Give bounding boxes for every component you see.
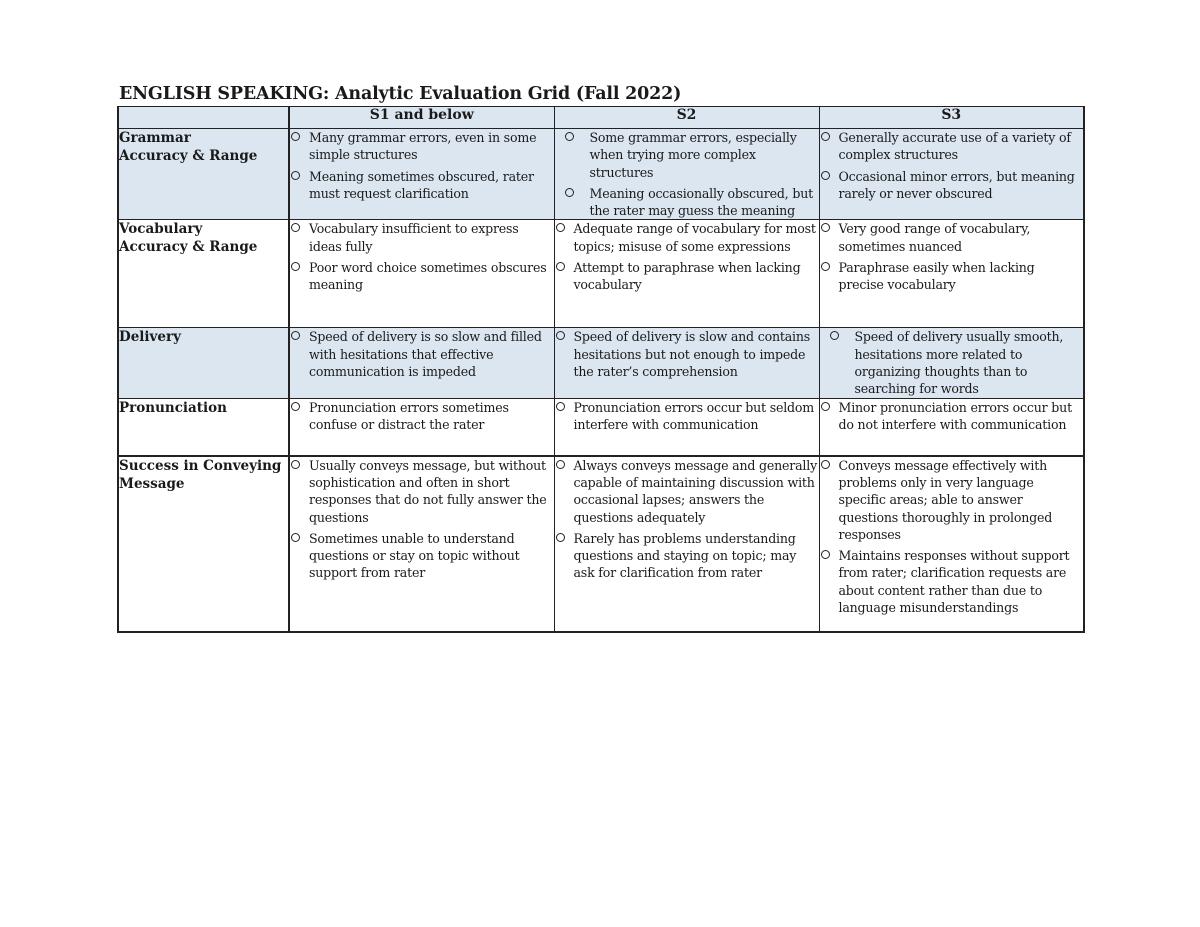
evaluation-grid bbox=[117, 106, 1085, 633]
descriptor-cell-s2 bbox=[554, 456, 819, 632]
circle-bullet-icon bbox=[565, 188, 574, 197]
circle-bullet-icon bbox=[556, 223, 565, 232]
circle-bullet-icon bbox=[821, 402, 830, 411]
circle-bullet-icon bbox=[291, 223, 300, 232]
descriptor-cell-s2 bbox=[554, 328, 819, 398]
list-item: Paraphrase easily when lacking precise vocabulary bbox=[820, 259, 1084, 294]
circle-bullet-icon bbox=[291, 402, 300, 411]
column-header-s1: S1 and below bbox=[289, 107, 554, 129]
descriptor-cell-s3 bbox=[819, 456, 1084, 632]
circle-bullet-icon bbox=[821, 262, 830, 271]
circle-bullet-icon bbox=[291, 262, 300, 271]
list-item: Speed of delivery is so slow and filled with hesitations that effective communication is impeded bbox=[290, 328, 554, 380]
criterion-sublabel: Accuracy & Range bbox=[119, 148, 258, 164]
descriptor-cell-s1 bbox=[289, 456, 554, 632]
list-item: Some grammar errors, especially when trying more complex structures bbox=[555, 129, 819, 181]
list-item: Speed of delivery usually smooth, hesitations more related to organizing thoughts than to searching for words bbox=[820, 328, 1084, 397]
circle-bullet-icon bbox=[291, 132, 300, 141]
criterion-label: Grammar bbox=[119, 130, 191, 146]
list-item: Poor word choice sometimes obscures meaning bbox=[290, 259, 554, 294]
circle-bullet-icon bbox=[556, 331, 565, 340]
table-row-delivery bbox=[118, 328, 1084, 398]
list-item: Usually conveys message, but without sophistication and often in short responses that do not fully answer the questions bbox=[290, 457, 554, 526]
descriptor-cell-s2 bbox=[554, 220, 819, 328]
list-item: Meaning occasionally obscured, but the rater may guess the meaning bbox=[555, 185, 819, 220]
criterion-cell bbox=[118, 129, 289, 220]
circle-bullet-icon bbox=[821, 223, 830, 232]
criterion-label: Pronunciation bbox=[119, 399, 227, 416]
header-blank-cell bbox=[118, 107, 289, 129]
column-header-s2: S2 bbox=[554, 107, 819, 129]
circle-bullet-icon bbox=[556, 460, 565, 469]
list-item: Pronunciation errors sometimes confuse or distract the rater bbox=[290, 399, 554, 434]
list-item: Meaning sometimes obscured, rater must request clarification bbox=[290, 168, 554, 203]
table-row-grammar bbox=[118, 129, 1084, 220]
criterion-sublabel: Message bbox=[119, 475, 185, 492]
circle-bullet-icon bbox=[291, 460, 300, 469]
list-item: Many grammar errors, even in some simple structures bbox=[290, 129, 554, 164]
criterion-cell bbox=[118, 456, 289, 632]
list-item: Generally accurate use of a variety of complex structures bbox=[820, 129, 1084, 164]
descriptor-cell-s3 bbox=[819, 129, 1084, 220]
list-item: Minor pronunciation errors occur but do not interfere with communication bbox=[820, 399, 1084, 434]
document-title: ENGLISH SPEAKING: Analytic Evaluation Grid (Fall 2022) bbox=[119, 84, 682, 104]
list-item: Vocabulary insufficient to express ideas fully bbox=[290, 220, 554, 255]
list-item: Sometimes unable to understand questions or stay on topic without support from rater bbox=[290, 530, 554, 582]
list-item: Conveys message effectively with problems only in very language specific areas; able to answer questions thoroughly in prolonged responses bbox=[820, 457, 1084, 543]
circle-bullet-icon bbox=[291, 533, 300, 542]
descriptor-cell-s1 bbox=[289, 129, 554, 220]
circle-bullet-icon bbox=[556, 262, 565, 271]
circle-bullet-icon bbox=[291, 331, 300, 340]
column-header-s3: S3 bbox=[819, 107, 1084, 129]
descriptor-cell-s2 bbox=[554, 398, 819, 456]
circle-bullet-icon bbox=[821, 171, 830, 180]
table-row-vocabulary bbox=[118, 220, 1084, 328]
list-item: Always conveys message and generally capable of maintaining discussion with occasional lapses; answers the questions adequately bbox=[555, 457, 819, 526]
table-row-pronunciation bbox=[118, 398, 1084, 456]
circle-bullet-icon bbox=[291, 171, 300, 180]
criterion-sublabel: Accuracy & Range bbox=[119, 239, 258, 256]
header-row bbox=[118, 107, 1084, 129]
list-item: Pronunciation errors occur but seldom interfere with communication bbox=[555, 399, 819, 434]
circle-bullet-icon bbox=[556, 402, 565, 411]
criterion-label: Success in Conveying bbox=[119, 457, 282, 474]
list-item: Adequate range of vocabulary for most topics; misuse of some expressions bbox=[555, 220, 819, 255]
descriptor-cell-s1 bbox=[289, 328, 554, 398]
descriptor-cell-s3 bbox=[819, 398, 1084, 456]
descriptor-cell-s2 bbox=[554, 129, 819, 220]
criterion-label: Vocabulary bbox=[119, 221, 203, 238]
descriptor-cell-s1 bbox=[289, 220, 554, 328]
circle-bullet-icon bbox=[565, 132, 574, 141]
circle-bullet-icon bbox=[821, 550, 830, 559]
list-item: Attempt to paraphrase when lacking vocabulary bbox=[555, 259, 819, 294]
circle-bullet-icon bbox=[821, 132, 830, 141]
circle-bullet-icon bbox=[821, 460, 830, 469]
list-item: Very good range of vocabulary, sometimes nuanced bbox=[820, 220, 1084, 255]
table-row-conveying-message bbox=[118, 456, 1084, 632]
descriptor-cell-s3 bbox=[819, 328, 1084, 398]
list-item: Maintains responses without support from rater; clarification requests are about content rather than due to language misunderstandings bbox=[820, 547, 1084, 616]
criterion-label: Delivery bbox=[119, 329, 181, 346]
descriptor-cell-s3 bbox=[819, 220, 1084, 328]
list-item: Rarely has problems understanding questions and staying on topic; may ask for clarification from rater bbox=[555, 530, 819, 582]
list-item: Speed of delivery is slow and contains hesitations but not enough to impede the rater’s comprehension bbox=[555, 328, 819, 380]
criterion-cell bbox=[118, 220, 289, 328]
criterion-cell bbox=[118, 398, 289, 456]
criterion-cell bbox=[118, 328, 289, 398]
list-item: Occasional minor errors, but meaning rarely or never obscured bbox=[820, 168, 1084, 203]
descriptor-cell-s1 bbox=[289, 398, 554, 456]
circle-bullet-icon bbox=[830, 331, 839, 340]
circle-bullet-icon bbox=[556, 533, 565, 542]
